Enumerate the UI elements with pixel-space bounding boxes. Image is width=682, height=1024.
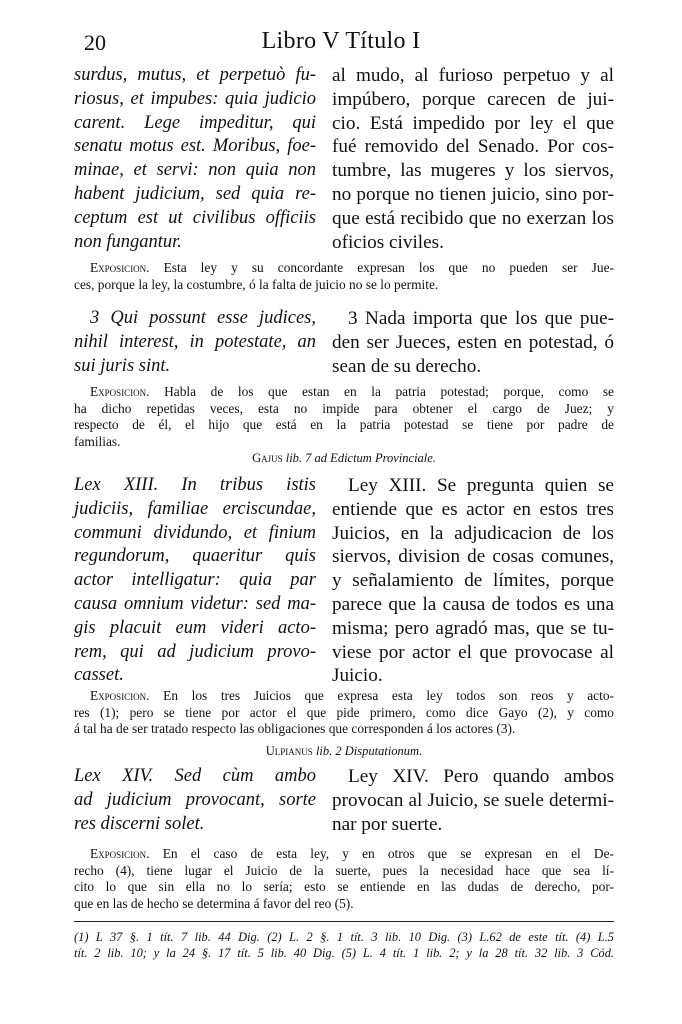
latin-line: habent judicium, sed quia re-: [74, 183, 316, 204]
spanish-line: Ley XIII. Se pregunta quien se: [348, 475, 614, 496]
latin-column: [74, 765, 316, 836]
spanish-line: cio. Está impedido por ley el que: [332, 112, 614, 134]
latin-line: ad judicium provocant, sorte: [74, 789, 316, 810]
exposicion-label: Exposicion.: [90, 384, 150, 399]
exposicion-1: [74, 260, 614, 293]
latin-column: [74, 307, 316, 378]
spanish-column: [332, 64, 614, 254]
exposicion-line: Esta ley y su concordante expresan los que no pueden ser Jue-: [163, 260, 614, 275]
citation-work: lib. 7 ad Edictum Provinciale.: [285, 451, 436, 465]
section-2-text: [74, 307, 614, 378]
latin-column: [74, 474, 316, 688]
latin-line: non fungantur.: [74, 231, 182, 252]
section-4-text: [74, 765, 614, 836]
spanish-line: tumbre, las mugeres y los siervos,: [332, 160, 614, 182]
section-3-text: [74, 474, 614, 688]
spanish-line: oficios civiles.: [332, 231, 444, 253]
footnote-line: tít. 2 lib. 10; y la 24 §. 17 tít. 5 lib. 40 Dig. (5) L. 4 tít. 1 lib. 2; y la 28 tít. 32 lib. 3 Cód.: [74, 945, 614, 960]
spanish-line: Ley XIV. Pero quando ambos: [348, 766, 614, 787]
exposicion-label: Exposicion.: [90, 688, 150, 703]
latin-line: carent. Lege impeditur, qui: [74, 112, 316, 133]
latin-line: regundorum, quaeritur quis: [74, 546, 316, 567]
latin-line: Lex XIV. Sed cùm ambo: [74, 766, 316, 786]
section-1-text: [74, 64, 614, 254]
spanish-column: [332, 307, 614, 378]
latin-line: res discerni solet.: [74, 813, 205, 834]
latin-line: gis placuit eum videri acto-: [74, 617, 316, 638]
spanish-line: misma; pero agradó mas, que se tu-: [332, 617, 614, 639]
exposicion-line: Habla de los que estan en la patria potestad; porque, como se: [164, 384, 614, 399]
footnote-divider: [74, 921, 614, 922]
footnote-line: (1) L 37 §. 1 tít. 7 lib. 44 Dig. (2) L. 2 §. 1 tít. 3 lib. 10 Dig. (3) L.62 de este tít. (4) L.5: [74, 930, 614, 944]
latin-line: 3 Qui possunt esse judices,: [90, 308, 316, 328]
exposicion-line: que en las de hecho se determina á favor del reo (5).: [74, 895, 354, 911]
page-header: [0, 28, 682, 62]
spanish-line: impúbero, porque carecen de jui-: [332, 88, 614, 110]
citation-author: Gajus: [252, 451, 283, 465]
exposicion-2: [74, 384, 614, 450]
page-number: 20: [84, 30, 106, 55]
spanish-line: fué removido del Senado. Por cos-: [332, 136, 614, 158]
exposicion-label: Exposicion.: [90, 260, 150, 275]
exposicion-line: res (1); pero se tiene por actor el que pide primero, como dice Gayo (2), y como: [74, 704, 614, 720]
latin-line: riosus, et impubes: quia judicio: [74, 88, 316, 109]
exposicion-line: familias.: [74, 433, 121, 449]
running-head: Libro V Título I: [261, 28, 421, 54]
spanish-line: viese por actor el que provocase al: [332, 641, 614, 663]
spanish-line: siervos, division de cosas comunes,: [332, 546, 614, 568]
spanish-line: 3 Nada importa que los que pue-: [348, 308, 614, 329]
citation-work: lib. 2 Disputationum.: [315, 744, 423, 758]
spanish-column: [332, 474, 614, 688]
spanish-line: sean de su derecho.: [332, 355, 482, 377]
spanish-column: [332, 765, 614, 836]
exposicion-4: [74, 846, 614, 912]
latin-line: rem, qui ad judicium provo-: [74, 641, 316, 662]
latin-line: actor intelligatur: quia par: [74, 570, 316, 591]
exposicion-line: á tal ha de ser tratado respecto las obligaciones que corresponden á los actores (3).: [74, 721, 516, 737]
latin-line: causa omnium videtur: sed ma-: [74, 593, 316, 614]
spanish-line: nar por suerte.: [332, 813, 443, 835]
latin-line: ceptum est ut civilibus officiis: [74, 207, 316, 228]
exposicion-line: cito lo que sin ella no lo sería; esto se entiende en las dudas de derecho, por-: [74, 879, 614, 895]
spanish-line: parece que la causa de todos es una: [332, 593, 614, 615]
spanish-line: Juicios, en la adjudicacion de los: [332, 522, 614, 544]
spanish-line: no porque no tienen juicio, sino por-: [332, 183, 614, 205]
latin-column: [74, 64, 316, 254]
exposicion-line: recho (4), tiene lugar el Juicio de la suerte, pues la necesidad hace que sea lí-: [74, 862, 614, 878]
latin-line: senatu motus est. Moribus, foe-: [74, 136, 316, 157]
spanish-line: entiende que es actor en estos tres: [332, 498, 614, 520]
latin-line: casset.: [74, 665, 124, 686]
exposicion-line: ha dicho repetidas veces, esta no impide para obtener el cargo de Juez; y: [74, 400, 614, 416]
spanish-line: provocan al Juicio, se suele determi-: [332, 789, 614, 811]
exposicion-label: Exposicion.: [90, 846, 150, 861]
latin-line: judiciis, familiae erciscundae,: [74, 498, 316, 519]
latin-line: minae, et servi: non quia non: [74, 160, 316, 181]
latin-line: communi dividundo, et finium: [74, 522, 316, 543]
exposicion-3: [74, 688, 614, 738]
exposicion-line: respecto de él, el hijo que está en la patria potestad se tiene por padre de: [74, 417, 614, 433]
spanish-line: y señalamiento de límites, porque: [332, 570, 614, 592]
citation-ulpianus: [74, 744, 614, 759]
footnotes: [74, 930, 614, 961]
latin-line: Lex XIII. In tribus istis: [74, 475, 316, 495]
citation-author: Ulpianus: [265, 744, 313, 758]
spanish-line: Juicio.: [332, 665, 383, 687]
spanish-line: que está recibido que no exerzan los: [332, 207, 614, 229]
citation-gajus: [74, 451, 614, 466]
exposicion-line: ces, porque la ley, la costumbre, ó la falta de juicio no se lo permite.: [74, 276, 439, 292]
latin-line: sui juris sint.: [74, 355, 171, 376]
spanish-line: den ser Jueces, esten en potestad, ó: [332, 331, 614, 353]
latin-line: surdus, mutus, et perpetuò fu-: [74, 65, 316, 85]
exposicion-line: En el caso de esta ley, y en otros que se expresan en el De-: [162, 846, 614, 861]
exposicion-line: En los tres Juicios que expresa esta ley todos son reos y acto-: [163, 688, 614, 703]
latin-line: nihil interest, in potestate, an: [74, 331, 316, 352]
spanish-line: al mudo, al furioso perpetuo y al: [332, 65, 614, 86]
